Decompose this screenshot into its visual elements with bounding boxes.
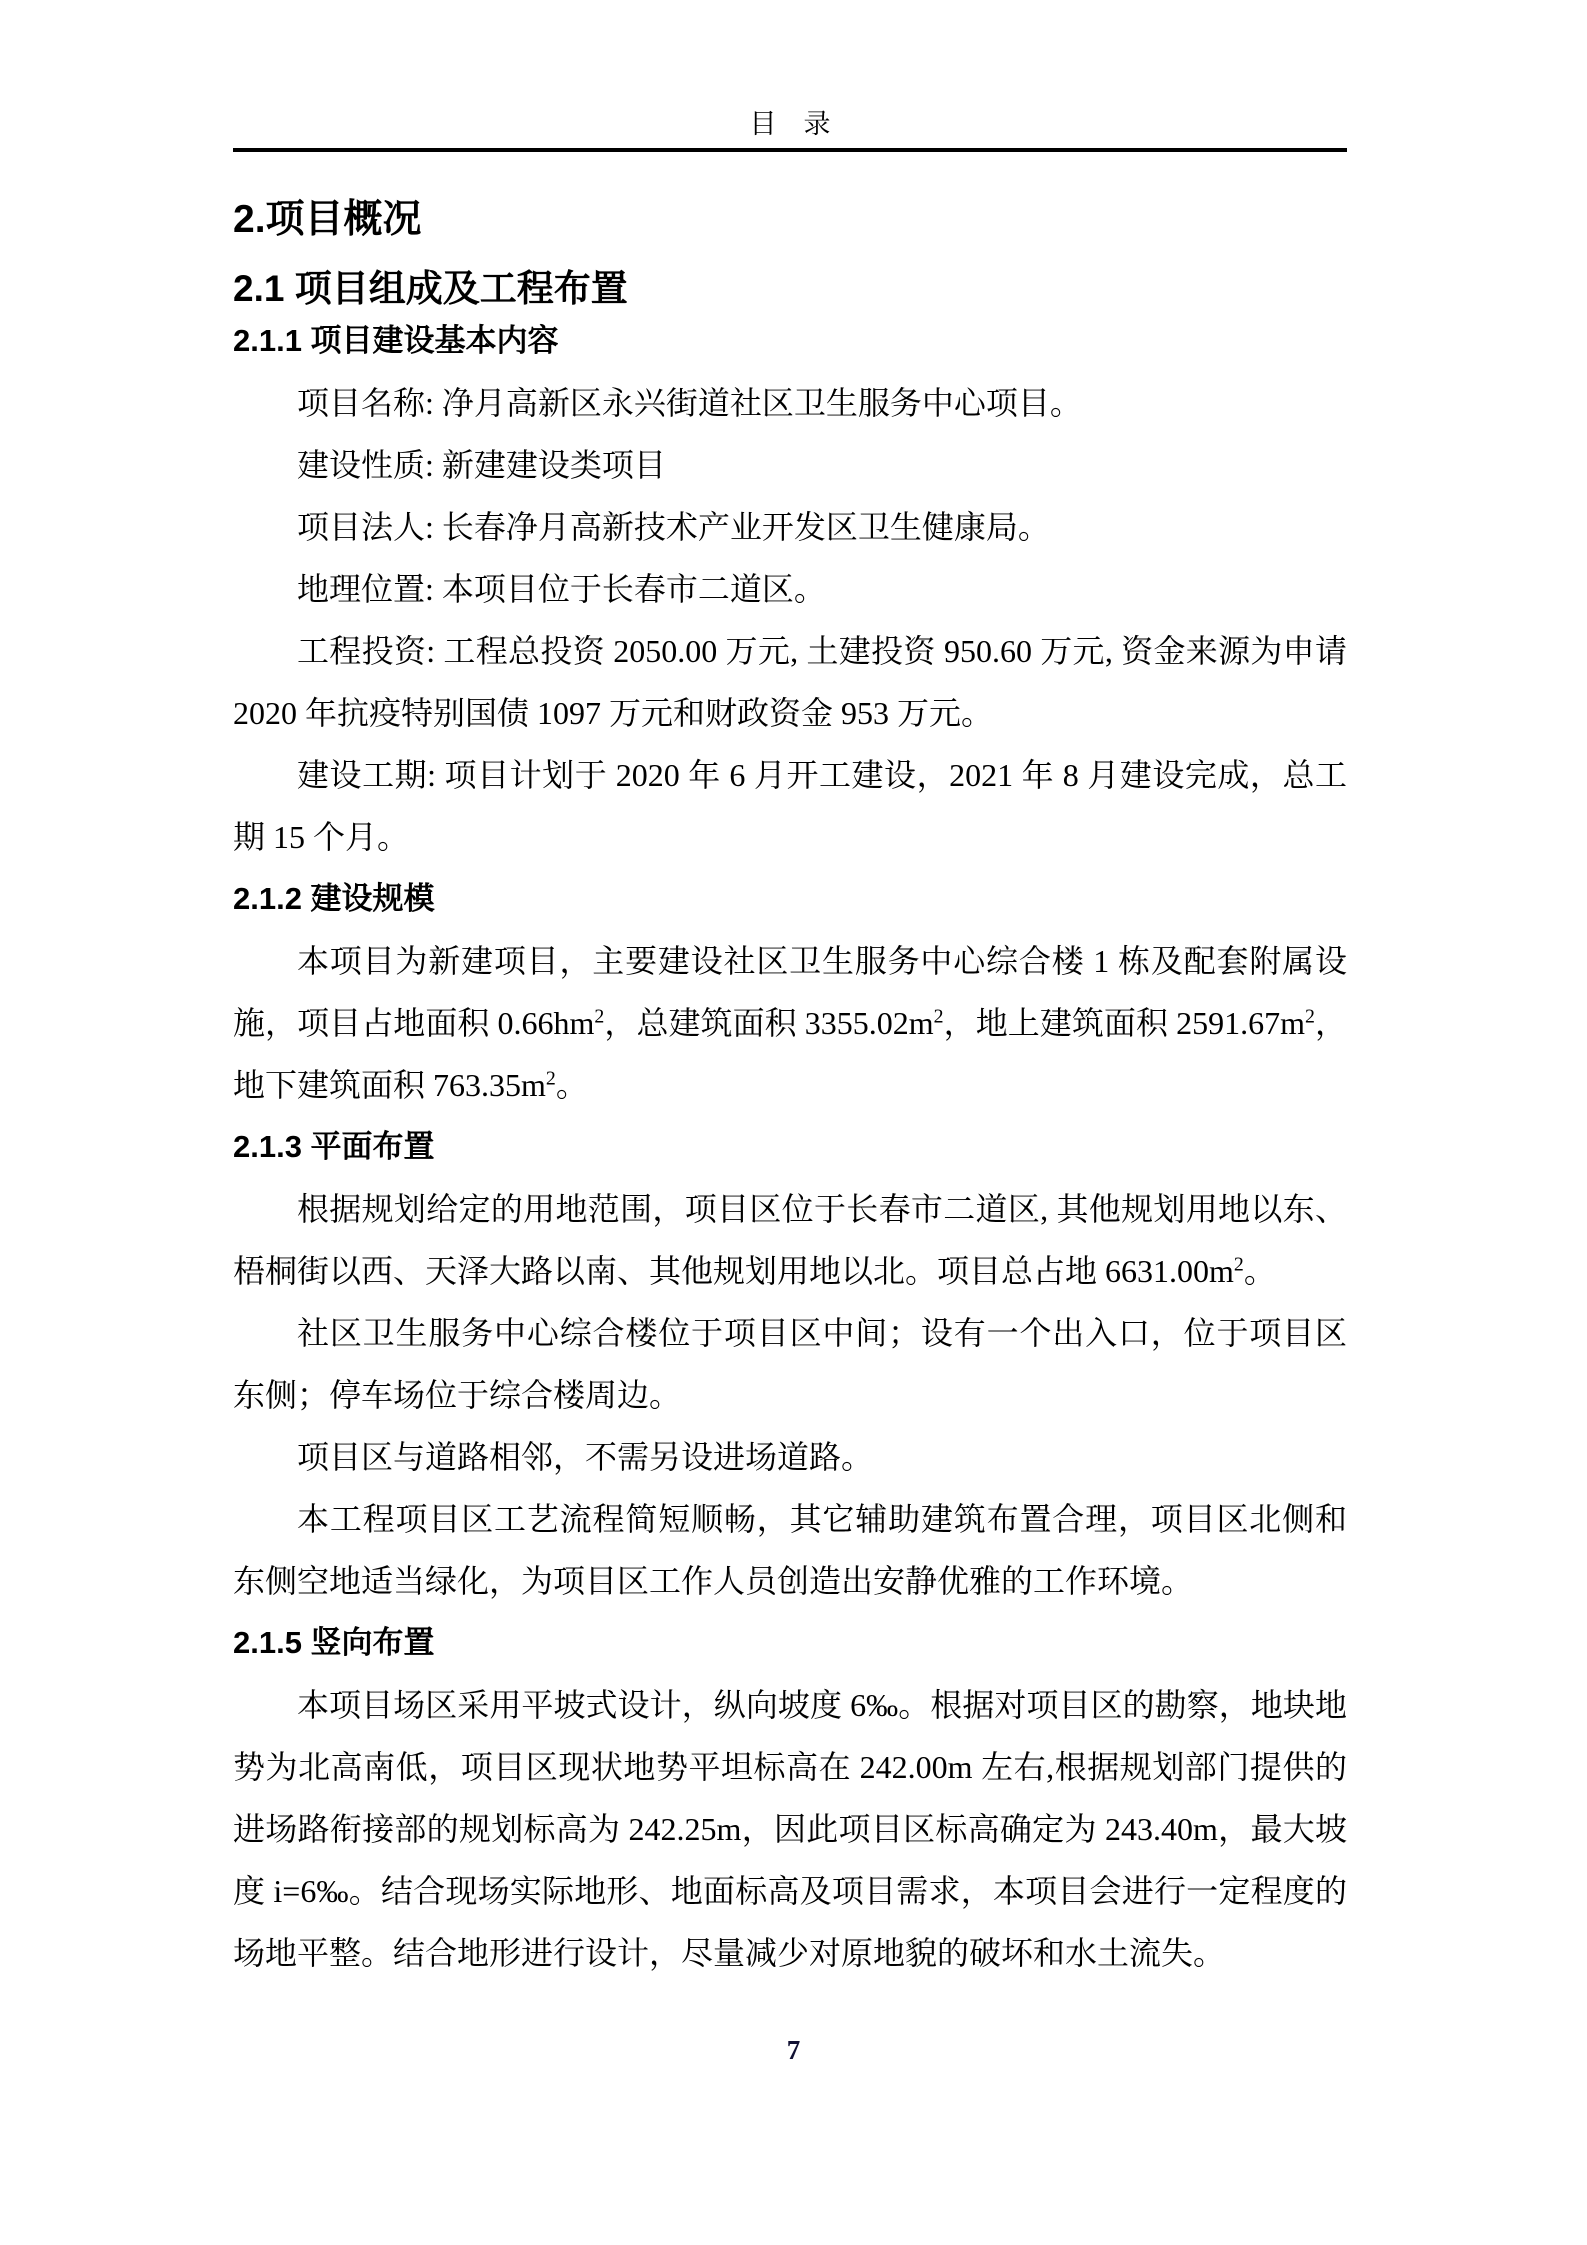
text-segment: ，地下建筑面积 763.35m [233, 1005, 1347, 1103]
document-content [233, 108, 1347, 1984]
heading-project-overview: 2.项目概况 [233, 198, 422, 241]
superscript: 2 [594, 1005, 605, 1028]
page-footer [0, 2035, 1587, 2066]
paragraph-road-access: 项目区与道路相邻，不需另设进场道路。 [297, 1439, 874, 1475]
text-segment: 本项目为新建项目，主要建设社区卫生服务中心综合楼 1 栋及配套附属设施，项目占地面积 0.66hm [233, 943, 1347, 1041]
paragraph-construction-nature: 建设性质: 新建建设类项目 [297, 447, 666, 483]
heading-project-composition: 2.1 项目组成及工程布置 [233, 268, 628, 309]
page-number: 7 [786, 2035, 801, 2065]
paragraph-project-name: 项目名称: 净月高新区永兴街道社区卫生服务中心项目。 [297, 385, 1082, 421]
superscript: 2 [1305, 1005, 1315, 1028]
superscript: 2 [1233, 1253, 1244, 1276]
paragraph-legal-entity: 项目法人: 长春净月高新技术产业开发区卫生健康局。 [297, 509, 1050, 545]
text-segment: ，地上建筑面积 2591.67m [943, 1005, 1305, 1041]
text-segment: 。 [1243, 1253, 1276, 1289]
superscript: 2 [933, 1005, 944, 1028]
paragraph-geographic-location: 地理位置: 本项目位于长春市二道区。 [297, 571, 826, 607]
paragraph-investment: 工程投资: 工程总投资 2050.00 万元, 土建投资 950.60 万元, 资金来源为申请 2020 年抗疫特别国债 1097 万元和财政资金 953 万元。 [233, 633, 1347, 731]
text-segment: 。 [555, 1067, 588, 1103]
heading-2-1-1-basic-content: 2.1.1 项目建设基本内容 [233, 323, 559, 358]
text-segment: ，总建筑面积 3355.02m [604, 1005, 934, 1041]
toc-header-title: 目 录 [749, 109, 831, 139]
text-segment: 根据规划给定的用地范围，项目区位于长春市二道区, 其他规划用地以东、梧桐街以西、天泽大路以南、其他规划用地以北。项目总占地 6631.00m [233, 1191, 1347, 1289]
heading-2-1-3-plane-layout: 2.1.3 平面布置 [233, 1129, 435, 1164]
header-divider [233, 148, 1347, 152]
paragraph-plane-layout [233, 1178, 1347, 1302]
paragraph-vertical-layout: 本项目场区采用平坡式设计，纵向坡度 6‰。根据对项目区的勘察，地块地势为北高南低，项目区现状地势平坦标高在 242.00m 左右,根据规划部门提供的进场路衔接部的规划标高为 242.25m，因此项目区标高确定为 243.40m，最大坡度 i=6‰。结合现场实际地形、地面标高及项目需求，本项目会进行一定程度的场地平整。结合地形进行设计，尽量减少对原地貌的破坏和水土流失。 [233, 1687, 1347, 1971]
paragraph-construction-scale [233, 930, 1347, 1116]
heading-2-1-5-vertical-layout: 2.1.5 竖向布置 [233, 1625, 435, 1660]
paragraph-building-position: 社区卫生服务中心综合楼位于项目区中间；设有一个出入口，位于项目区东侧；停车场位于综合楼周边。 [233, 1315, 1347, 1413]
paragraph-construction-schedule: 建设工期: 项目计划于 2020 年 6 月开工建设，2021 年 8 月建设完成，总工期 15 个月。 [233, 757, 1347, 855]
paragraph-process-layout: 本工程项目区工艺流程简短顺畅，其它辅助建筑布置合理，项目区北侧和东侧空地适当绿化，为项目区工作人员创造出安静优雅的工作环境。 [233, 1501, 1347, 1599]
heading-2-1-2-construction-scale: 2.1.2 建设规模 [233, 881, 435, 916]
superscript: 2 [545, 1067, 556, 1090]
